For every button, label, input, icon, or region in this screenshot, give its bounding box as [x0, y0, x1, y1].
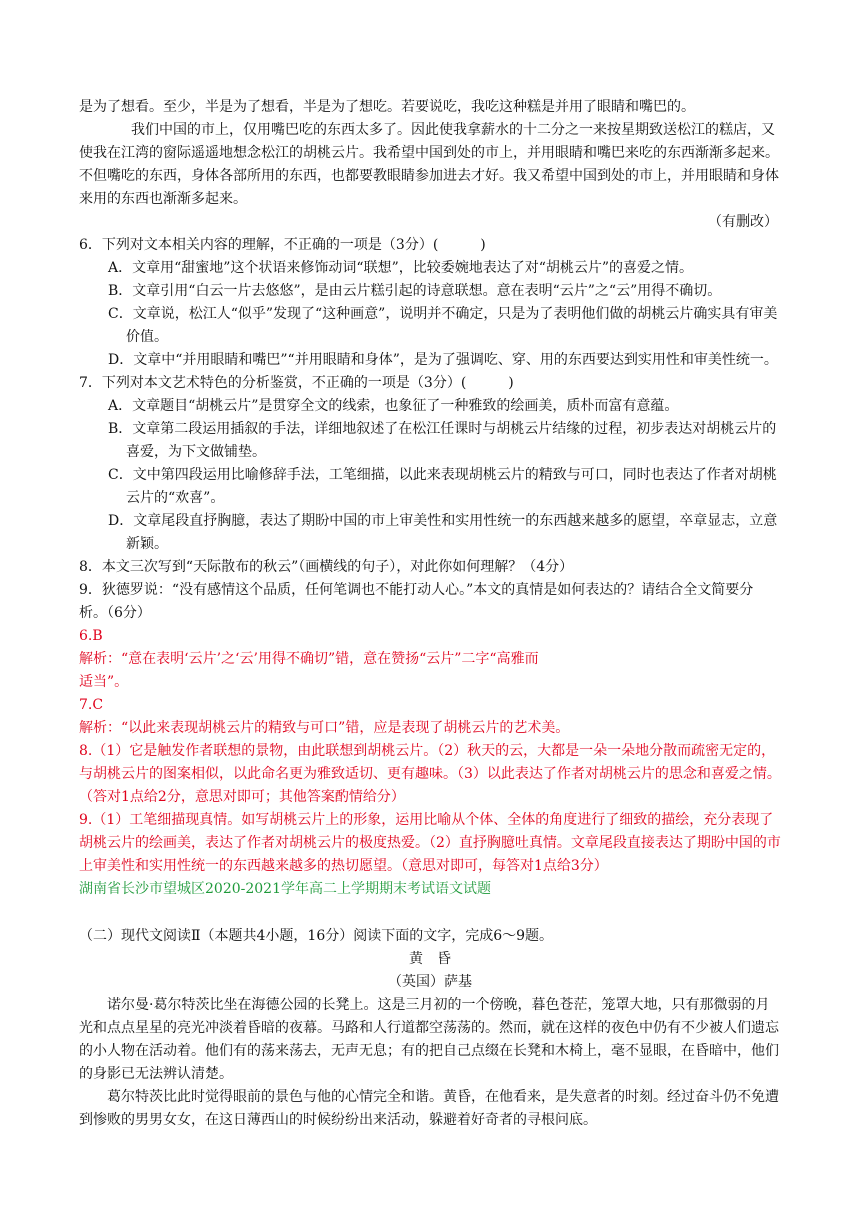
article-paragraph-1: 诺尔曼·葛尔特茨比坐在海德公园的长凳上。这是三月初的一个傍晚，暮色苍茫，笼罩大地，只有那微弱的月光和点点星星的亮光冲淡着昏暗的夜幕。马路和人行道都空荡荡的。然而，就在这样的夜色中仍有不少被人们遗忘的小人物在活动着。他们有的荡来荡去，无声无息；有的把自己点缀在长凳和木椅上，毫不显眼，在昏暗中，他们的身影已无法辨认清楚。	[79, 997, 779, 1082]
answer-section	[79, 625, 781, 878]
section-heading: （二）现代文阅读Ⅱ（本题共4小题，16分）阅读下面的文字，完成6～9题。	[79, 928, 554, 944]
option-b: B．文章引用“白云一片去悠悠”，是由云片糕引起的诗意联想。意在表明“云片”之“云”用得不确切。	[108, 283, 722, 299]
article-title: 黄 昏	[409, 951, 451, 967]
question-6	[79, 234, 781, 372]
document-page	[79, 96, 781, 1132]
option-a: A．文章用“甜蜜地”这个状语来修饰动词“联想”，比较委婉地表达了对“胡桃云片”的喜爱之情。	[108, 260, 694, 276]
question-7	[79, 372, 781, 556]
article-author: （英国）萨基	[388, 974, 472, 990]
question-stem: 6．下列对文本相关内容的理解，不正确的一项是（3分）( )	[79, 237, 486, 253]
answer-6-line2: 适当”。	[79, 674, 129, 690]
question-stem: 7．下列对本文艺术特色的分析鉴赏，不正确的一项是（3分）( )	[79, 375, 514, 391]
answer-6-line1: 解析：“意在表明‘云片’之‘云’用得不确切”错，意在赞扬“云片”二字“高雅而	[79, 651, 539, 667]
answer-7-text: 解析：“以此来表现胡桃云片的精致与可口”错，应是表现了胡桃云片的艺术美。	[79, 720, 570, 736]
article-paragraph-2: 葛尔特茨比此时觉得眼前的景色与他的心情完全和谐。黄昏，在他看来，是失意者的时刻。经过奋斗仍不免遭到惨败的男男女女，在这日薄西山的时候纷纷出来活动，躲避着好奇者的寻根问底。	[79, 1089, 779, 1128]
option-d: D．文章尾段直抒胸臆，表达了期盼中国的市上审美性和实用性统一的东西越来越多的愿望，卒章显志，立意新颖。	[108, 513, 778, 552]
question-9: 9．狄德罗说：“没有感情这个品质，任何笔调也不能打动人心。”本文的真情是如何表达的？请结合全文简要分析。（6分）	[79, 582, 754, 621]
passage-continuation: 是为了想看。至少，半是为了想看，半是为了想吃。若要说吃，我吃这种糕是并用了眼睛和嘴巴的。	[79, 99, 695, 115]
option-b: B．文章第二段运用插叙的手法，详细地叙述了在松江任课时与胡桃云片结缘的过程，初步表达对胡桃云片的喜爱，为下文做铺垫。	[108, 421, 777, 460]
question-8: 8．本文三次写到“天际散布的秋云”（画横线的句子），对此你如何理解？（4分）	[79, 559, 574, 575]
option-c: C．文中第四段运用比喻修辞手法，工笔细描，以此来表现胡桃云片的精致与可口，同时也表达了作者对胡桃云片的“欢喜”。	[108, 467, 777, 506]
passage-paragraph: 我们中国的市上，仅用嘴巴吃的东西太多了。因此使我拿薪水的十二分之一来按星期致送松江的糕店，又使我在江湾的窗际遥遥地想念松江的胡桃云片。我希望中国到处的市上，并用眼睛和嘴巴来吃的东西渐渐多起来。不但嘴吃的东西，身体各部所用的东西，也都要教眼睛参加进去才好。我又希望中国到处的市上，并用眼睛和身体来用的东西也渐渐多起来。	[79, 122, 779, 207]
answer-7-label: 7.C	[79, 697, 104, 713]
option-c: C．文章说，松江人“似乎”发现了“这种画意”，说明并不确定，只是为了表明他们做的胡桃云片确实具有审美价值。	[108, 306, 778, 345]
answer-8-text: 8.（1）它是触发作者联想的景物，由此联想到胡桃云片。（2）秋天的云，大都是一朵一朵地分散而疏密无定的，与胡桃云片的图案相似，以此命名更为雅致适切、更有趣味。（3）以此表达了作者对胡桃云片的思念和喜爱之情。（答对1点给2分，意思对即可；其他答案酌情给分）	[79, 743, 781, 805]
passage-note: （有删改）	[708, 214, 778, 230]
option-d: D．文章中“并用眼睛和嘴巴”“并用眼睛和身体”，是为了强调吃、穿、用的东西要达到实用性和审美性统一。	[108, 352, 778, 368]
answer-9-text: 9.（1）工笔细描现真情。如写胡桃云片上的形象，运用比喻从个体、全体的角度进行了细致的描绘，充分表现了胡桃云片的绘画美，表达了作者对胡桃云片的极度热爱。（2）直抒胸臆吐真情。文章尾段直接表达了期盼中国的市上审美性和实用性统一的东西越来越多的热切愿望。（意思对即可，每答对1点给3分）	[79, 812, 781, 874]
option-a: A．文章题目“胡桃云片”是贯穿全文的线索，也象征了一种雅致的绘画美，质朴而富有意蕴。	[108, 398, 679, 414]
source-line: 湖南省长沙市望城区2020-2021学年高二上学期期末考试语文试题	[79, 881, 491, 897]
answer-6-label: 6.B	[79, 628, 103, 644]
spacer	[79, 901, 781, 925]
